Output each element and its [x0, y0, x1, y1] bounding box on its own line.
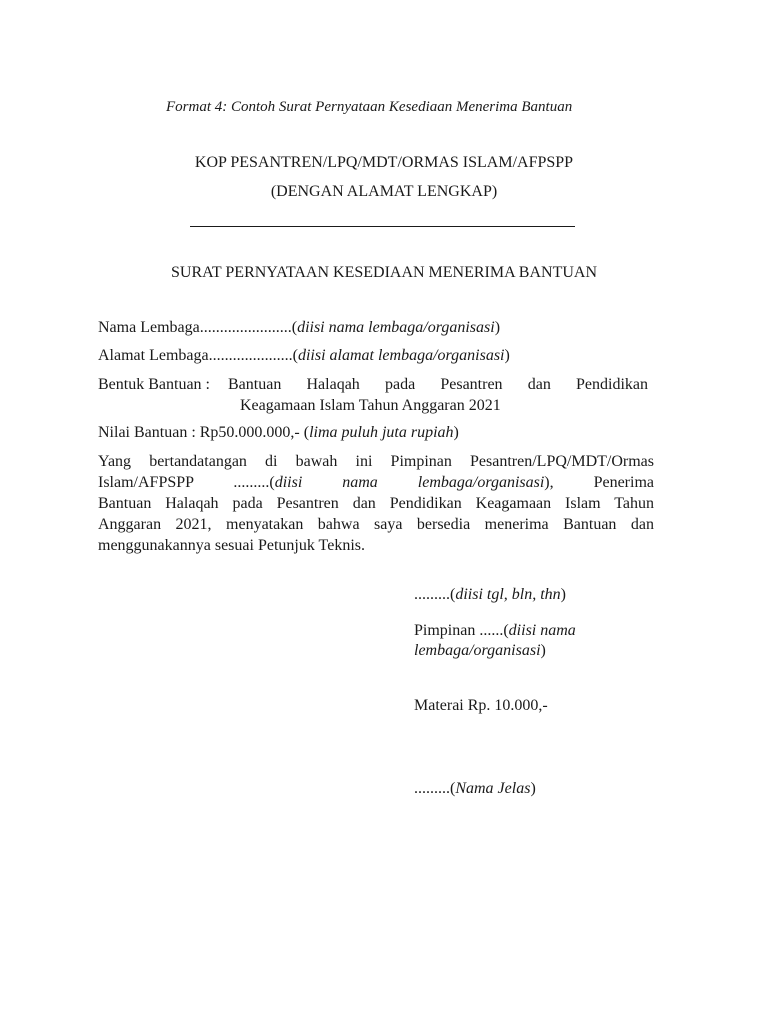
materai-stamp-text: Materai Rp. 10.000,- [414, 697, 548, 714]
bentuk-value-line-2: Keagamaan Islam Tahun Anggaran 2021 [240, 397, 501, 414]
signature-pimpinan-line-1 [414, 622, 576, 640]
format-title: Format 4: Contoh Surat Pernyataan Kesediaan Menerima Bantuan [166, 99, 573, 115]
pimpinan-hint-2: lembaga/organisasi [414, 642, 541, 659]
nama-jelas-prefix: .........( [414, 780, 456, 797]
pimpinan-hint-1: diisi nama [508, 622, 576, 639]
field-nama-lembaga [98, 319, 500, 337]
paragraph-line-2 [98, 472, 654, 493]
signature-date [414, 586, 566, 604]
paragraph-line-1: Yang bertandatangan di bawah ini Pimpinan Pesantren/LPQ/MDT/Ormas [98, 453, 654, 470]
paragraph-line-3: Bantuan Halaqah pada Pesantren dan Pendidikan Keagamaan Islam Tahun [98, 495, 654, 512]
nama-close: ) [494, 319, 501, 336]
date-hint: diisi tgl, bln, thn [455, 586, 561, 603]
paragraph-line-2-a: Islam/AFPSPP .........( [98, 474, 275, 491]
alamat-label: Alamat Lembaga.....................( [98, 347, 298, 364]
paragraph-line-4: Anggaran 2021, menyatakan bahwa saya bersedia menerima Bantuan dan [98, 516, 654, 533]
paragraph-line-5: menggunakannya sesuai Petunjuk Teknis. [98, 537, 365, 554]
nilai-close: ) [453, 424, 459, 441]
alamat-hint: diisi alamat lembaga/organisasi [297, 347, 505, 364]
field-nilai-bantuan [98, 424, 459, 442]
kop-line-2: (DENGAN ALAMAT LENGKAP) [270, 183, 498, 200]
bentuk-label: Bentuk Bantuan : [98, 376, 210, 393]
nama-hint: diisi nama lembaga/organisasi [297, 319, 495, 336]
document-title: SURAT PERNYATAAN KESEDIAAN MENERIMA BANTUAN [171, 264, 597, 281]
kop-line-1: KOP PESANTREN/LPQ/MDT/ORMAS ISLAM/AFPSPP [194, 154, 574, 171]
nilai-hint: lima puluh juta rupiah [309, 424, 454, 441]
nama-jelas-close: ) [530, 780, 536, 797]
signature-pimpinan-line-2 [414, 642, 546, 660]
kop-divider [190, 226, 575, 227]
nama-jelas-hint: Nama Jelas [455, 780, 531, 797]
date-close: ) [560, 586, 566, 603]
field-alamat-lembaga [98, 347, 510, 365]
nama-label: Nama Lembaga.......................( [98, 319, 298, 336]
pimpinan-prefix: Pimpinan ......( [414, 622, 509, 639]
bentuk-value-line-1: Bantuan Halaqah pada Pesantren dan Pendidikan [228, 376, 648, 393]
paragraph-line-2-b: ), Penerima [544, 474, 655, 491]
date-prefix: .........( [414, 586, 456, 603]
pimpinan-close: ) [540, 642, 546, 659]
paragraph-line-2-hint: diisi nama lembaga/organisasi [274, 474, 545, 491]
nilai-label: Nilai Bantuan : Rp50.000.000,- ( [98, 424, 310, 441]
signature-nama-jelas [414, 780, 536, 798]
alamat-close: ) [504, 347, 510, 364]
